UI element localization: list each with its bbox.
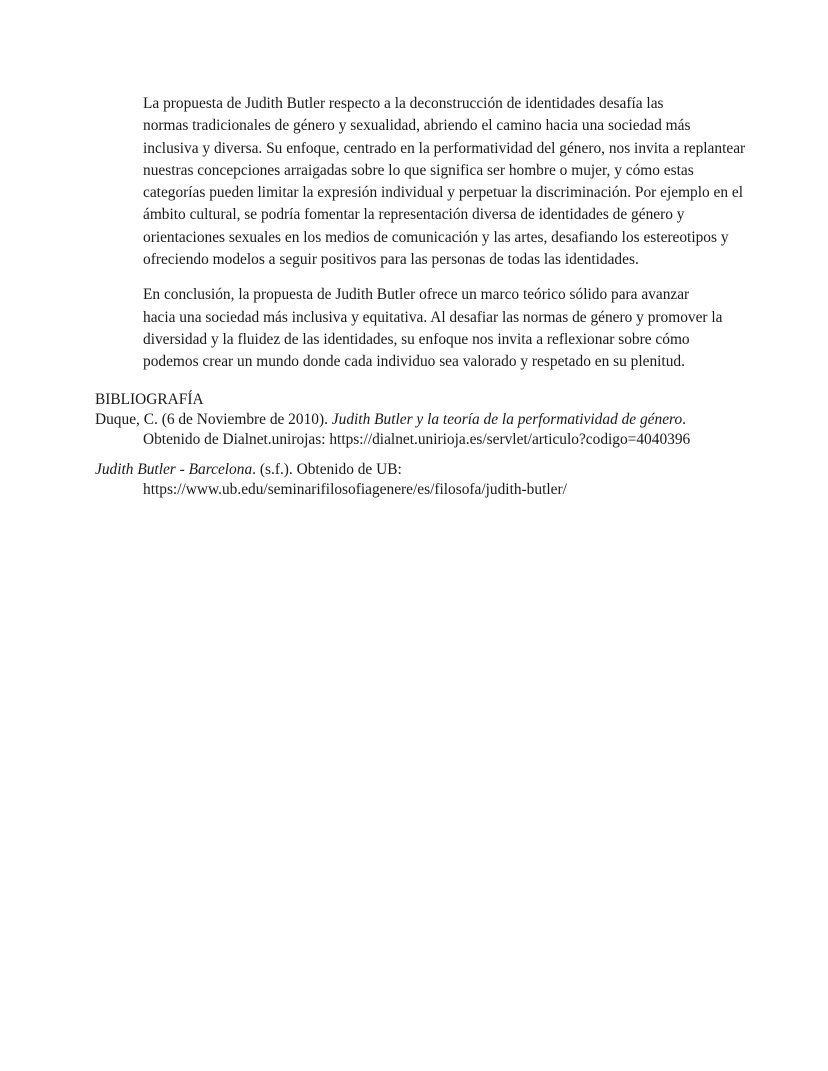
bibliography-title: Judith Butler y la teoría de la performatividad de género: [331, 410, 683, 428]
paragraph-line: hacia una sociedad más inclusiva y equitativa. Al desafiar las normas de género y promover la: [143, 308, 723, 326]
bibliography-entry-2: [95, 460, 735, 500]
bibliography-after-title: . (s.f.). Obtenido de UB:: [252, 460, 402, 478]
paragraph-line: ofreciendo modelos a seguir positivos para las personas de todas las identidades.: [143, 251, 639, 269]
bibliography-author-date: Duque, C. (6 de Noviembre de 2010).: [95, 410, 332, 428]
document-page: [95, 93, 746, 510]
paragraph-line: orientaciones sexuales en los medios de comunicación y las artes, desafiando los estereotipos y: [143, 228, 729, 246]
paragraph-line: normas tradicionales de género y sexualidad, abriendo el camino hacia una sociedad más: [143, 117, 691, 135]
bibliography-entry-1: [95, 410, 735, 450]
bibliography-continuation: Obtenido de Dialnet.unirojas: https://dialnet.unirioja.es/servlet/articulo?codigo=4040396: [143, 430, 691, 448]
paragraph-line: nuestras concepciones arraigadas sobre lo que significa ser hombre o mujer, y cómo estas: [143, 161, 694, 179]
bibliography-after-title: .: [682, 410, 687, 428]
bibliography-heading: BIBLIOGRAFÍA: [95, 390, 204, 408]
bibliography-entry-first-line: [95, 410, 735, 430]
bibliography-continuation: https://www.ub.edu/seminarifilosofiagenere/es/filosofa/judith-butler/: [143, 480, 567, 498]
paragraph-2: [95, 284, 735, 373]
paragraph-line: podemos crear un mundo donde cada individuo sea valorado y respetado en su plenitud.: [143, 353, 685, 371]
paragraph-line: diversidad y la fluidez de las identidades, su enfoque nos invita a reflexionar sobre cómo: [143, 330, 690, 348]
paragraph-line: categorías pueden limitar la expresión individual y perpetuar la discriminación. Por ejemplo en el: [143, 184, 744, 202]
paragraph-line: La propuesta de Judith Butler respecto a la deconstrucción de identidades desafía las: [143, 95, 664, 112]
paragraph-line: En conclusión, la propuesta de Judith Butler ofrece un marco teórico sólido para avanzar: [143, 286, 690, 304]
bibliography-entry-first-line: [95, 460, 735, 480]
paragraph-line: inclusiva y diversa. Su enfoque, centrado en la performatividad del género, nos invita a replantear: [143, 139, 746, 157]
bibliography-title: Judith Butler - Barcelona: [95, 460, 253, 478]
paragraph-line: ámbito cultural, se podría fomentar la representación diversa de identidades de género y: [143, 206, 685, 224]
paragraph-1: [95, 93, 746, 271]
